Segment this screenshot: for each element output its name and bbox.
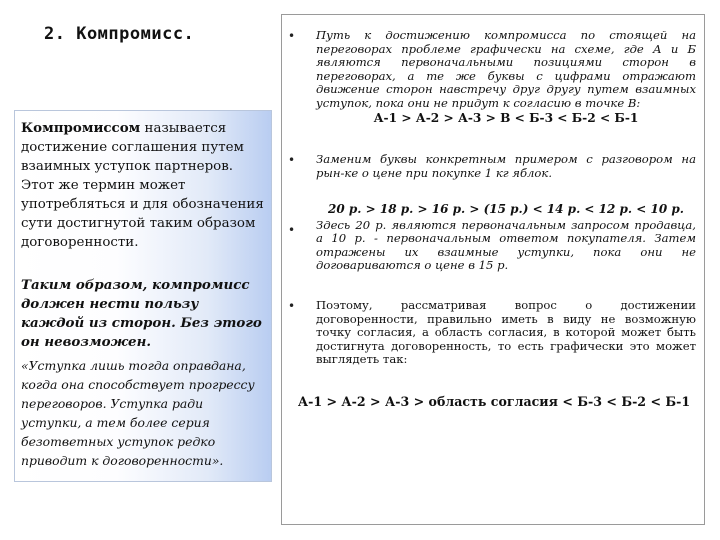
bullet-text: Путь к достижению компромисса по стоящей на переговорах проблеме графически на схеме, где А и Б являются первоначальными позициями сторон в переговорах, а те же буквы с цифрами отражают движение сторон навстречу друг другу путем взаимных уступок, пока они не придут к согласию в точке В: <box>316 28 696 110</box>
bullet-formula: А-1 > А-2 > А-3 > В < Б-3 < Б-2 < Б-1 <box>373 111 639 125</box>
bullet-text: Здесь 20 р. являются первоначальным запросом продавца, а 10 р. - первоначальным ответом покупателя. Затем отражены их взаимные уступки, пока они не договариваются о цене в 15 р. <box>316 217 696 272</box>
bullet-dot: • <box>288 299 296 313</box>
bullet-body <box>316 29 696 126</box>
explanation-panel <box>281 14 705 525</box>
quote-text: «Уступка лишь тогда оправдана, когда она способствует прогрессу переговоров. Уступка ради уступки, а тем более серия безответных уступок редко приводит к договоренности». <box>21 358 255 468</box>
definition-text <box>21 119 265 252</box>
final-formula: А-1 > А-2 > А-3 > область согласия < Б-3 < Б-2 < Б-1 <box>297 394 691 409</box>
bullet-text: Заменим буквы конкретным примером с разговором на рын-ке о цене при покупке 1 кг яблок. <box>316 152 696 180</box>
bullet-body <box>316 299 696 367</box>
bullet-dot: • <box>288 29 296 43</box>
bullet-text: Поэтому, рассматривая вопрос о достижении договоренности, правильно иметь в виду не возможную точку согласия, а область согласия, в которой может быть достигнута договоренность, то есть графически это может выглядеть так: <box>316 298 696 366</box>
definition-rest: называется достижение соглашения путем взаимных уступок партнеров. Этот же термин может употребляться и для обозначения сути достигнутой таким образом договоренности. <box>21 121 264 250</box>
slide-title: 2. Компромисс. <box>44 24 195 44</box>
definition-panel <box>14 110 272 482</box>
bullet-dot: • <box>288 223 296 237</box>
bullet-dot: • <box>288 153 296 167</box>
bullet-body <box>316 203 696 273</box>
bullet-body <box>316 153 696 180</box>
conclusion-text: Таким образом, компромисс должен нести пользу каждой из сторон. Без этого он невозможен. <box>21 277 262 350</box>
bullet-formula: 20 р. > 18 р. > 16 р. > (15 р.) < 14 р. < 12 р. < 10 р. <box>328 202 684 216</box>
definition-term: Компромиссом <box>21 120 141 136</box>
